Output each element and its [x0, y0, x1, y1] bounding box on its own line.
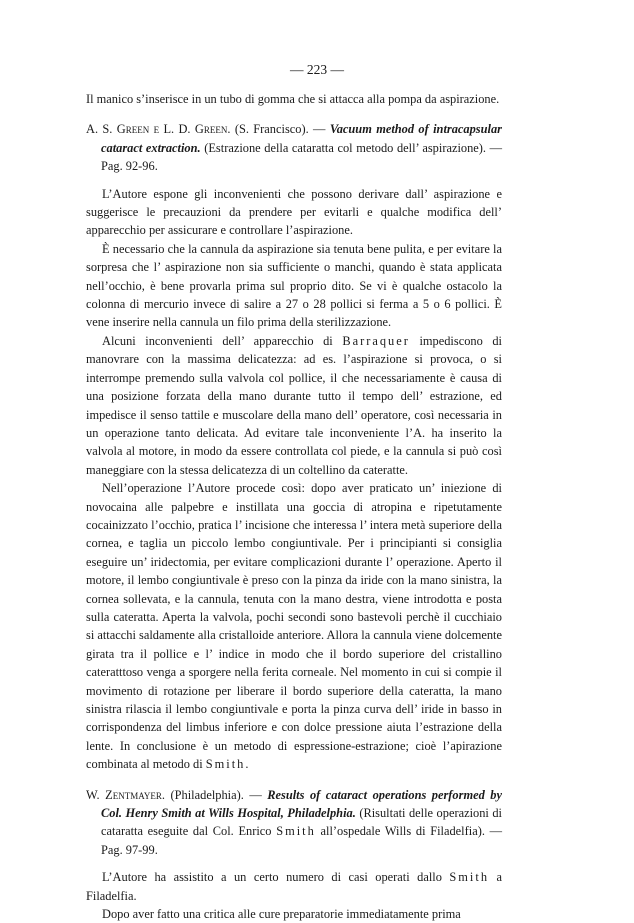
text-run: L’Autore ha assistito a un certo numero di casi operati dallo [102, 870, 442, 885]
reference-location: (S. Francisco). — [234, 122, 326, 137]
reference-title: Vacuum method of intracapsular cataract extraction. [101, 122, 502, 155]
reference-details: (Risultati delle operazioni di cataratta eseguite dal Col. Enrico [101, 806, 502, 839]
reference-authors: A. S. Green e L. D. Green. [86, 122, 231, 137]
author-name: Smith [449, 870, 490, 885]
reference-title: Results of cataract operations performed by Col. Henry Smith at Wills Hospital, Philadelphia. [101, 787, 502, 821]
paragraph-continuation: Il manico s’inserisce in un tubo di gomma che si attacca alla pompa da aspirazione. [86, 92, 500, 106]
author-name: Smith [276, 824, 316, 839]
author-name: Smith [205, 757, 246, 772]
reference-details: (Estrazione della cataratta col metodo dell’ aspirazione). — Pag. 92-96. [101, 140, 502, 174]
reference-authors: W. Zentmayer. [86, 787, 166, 802]
page-number: — 223 — [290, 62, 344, 77]
text-run: a Filadelfia. [86, 870, 502, 903]
text-run: Nell’operazione l’Autore procede così: dopo aver praticato un’ iniezione di novocaina alle palpebre e instillata una goccia di atropina e ripetutamente cocainizzato l’occhio, pratica l’ incisione che interessa l’ intera metà superiore della cornea, e taglia un piccolo lembo congiuntivale. Per i principianti si consiglia eseguire un’ iridectomia, per evitare complicazioni durante l’ operazione. Aperto il motore, il lembo congiuntivale è preso con la pinza da iride con la mano sinistra, la cornea sollevata, e la cannula, tenuta con la mano destra, viene introdotta e posta sulla cateratta. Aperta la valvola, pochi secondi sono bastevoli perchè il cucchiaio si attacchi saldamente alla cristalloide anteriore. Allora la cannula viene dolcemente girata tra il pollice e l’ indice in modo che il bordo superiore del cristallino cateratttoso venga a sporgere nella ferita corneale. Nel momento in cui si compie il movimento di rotazione per liberare il bordo superiore della cateratta, la mano sinistra rilascia il lembo congiuntivale e porta la pinza curva dell’ iride in basso in corrispondenza del limbus inferiore e con dolce pressione aiuta l’estrazione della lente. In conclusione è un metodo di espressione-estrazione; cioè l’apirazione combinata al metodo di [86, 481, 502, 772]
reference-location: (Philadelphia). — [170, 787, 262, 802]
paragraph [86, 479, 502, 774]
paragraph: Dopo aver fatto una critica alle cure preparatorie immediatamente prima [102, 907, 461, 922]
reference-entry-green [86, 120, 502, 175]
author-name: Barraquer [342, 333, 410, 348]
text-run: impediscono di manovrare con la massima delicatezza: ad es. l’aspirazione si provoca, o si interrompe premendo sulla valvola col pollice, il che necessariamente è causa di una posizione forzata della mano durante tutto il tempo dell’ estrazione, ed impedisce il senso tattile e muscolare della mano dell’ operatore, così necessaria in un operazione tanto delicata. Ad evitare tale inconveniente l’A. ha inserito la valvola al motore, in modo da essere controllata col piede, e la cannula si può così maneggiare con la stessa delicatezza di un coltellino da cateratte. [86, 333, 502, 477]
text-run: Alcuni inconvenienti dell’ apparecchio di [102, 333, 333, 348]
paragraph [86, 332, 502, 479]
page-body [86, 90, 502, 923]
paragraph: È necessario che la cannula da aspirazione sia tenuta bene pulita, e per evitare la sorpresa che l’ aspirazione non sia sufficiente o manchi, quando è stata applicata nell’occhio, è bene provarla prima sul proprio dito. Se vi è qualche ostacolo la colonna di mercurio invece di salire a 27 o 28 pollici si ferma a 5 o 6 pollici. È vene inserire nella cannula un filo prima della sterilizzazione. [86, 241, 502, 330]
text-run: . [245, 757, 249, 772]
reference-details: all’ospedale Wills di Filadelfia). — Pag. 97-99. [101, 824, 503, 857]
paragraph: L’Autore espone gli inconvenienti che possono derivare dall’ aspirazione e suggerisce le precauzioni da prendere per evitarli e qualche modifica dell’ apparecchio per assicurare e controllare l’aspirazione. [86, 186, 502, 238]
reference-entry-zentmayer [86, 786, 502, 860]
